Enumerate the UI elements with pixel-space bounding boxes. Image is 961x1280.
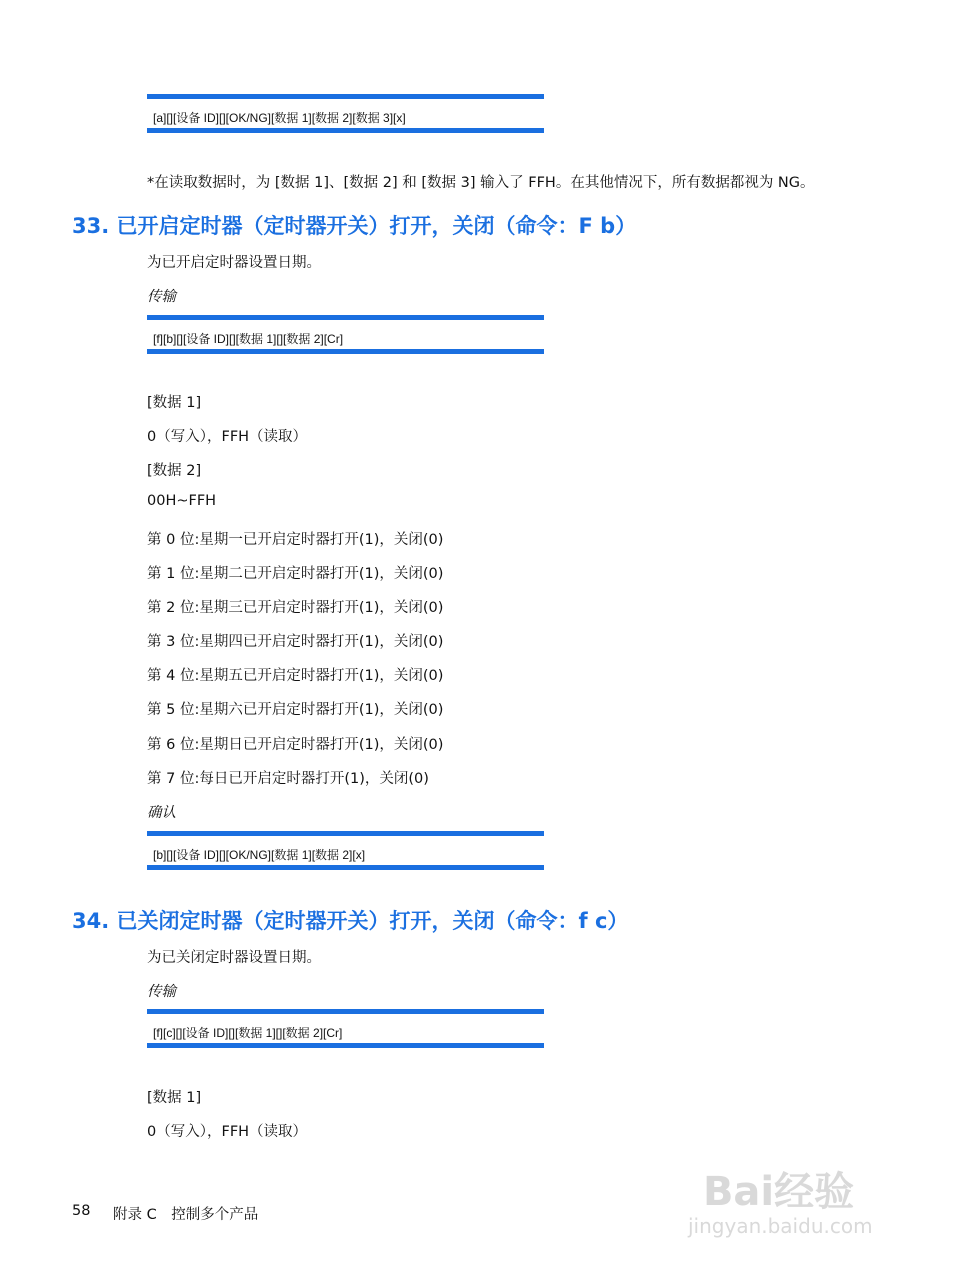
bit-line: 第 6 位:星期日已开启定时器打开(1)，关闭(0) (147, 737, 444, 753)
data2-range: 00H~FFH (147, 493, 217, 509)
code-text: [a][][设备 ID][][OK/NG][数据 1][数据 2][数据 3][x] (153, 111, 406, 125)
data1-label: [数据 1] (147, 1090, 202, 1106)
watermark-url: jingyan.baidu.com (688, 1214, 873, 1238)
data1-value: 0（写入），FFH（读取） (147, 429, 308, 445)
bit-line: 第 3 位:星期四已开启定时器打开(1)，关闭(0) (147, 634, 444, 650)
section-33-desc: 为已开启定时器设置日期。 (147, 255, 321, 271)
code-text: [f][b][][设备 ID][][数据 1][][数据 2][Cr] (153, 332, 344, 346)
code-text: [b][][设备 ID][][OK/NG][数据 1][数据 2][x] (153, 848, 366, 862)
code-box-transmit (147, 315, 544, 354)
page-number: 58 (72, 1203, 91, 1219)
bit-line: 第 1 位:星期二已开启定时器打开(1)，关闭(0) (147, 566, 444, 582)
section-34-heading: 34. 已关闭定时器（定时器开关）打开，关闭（命令：f c） (72, 909, 629, 933)
ack-label: 确认 (147, 805, 176, 821)
data1-value: 0（写入），FFH（读取） (147, 1124, 308, 1140)
bit-line: 第 2 位:星期三已开启定时器打开(1)，关闭(0) (147, 600, 444, 616)
section-34-desc: 为已关闭定时器设置日期。 (147, 950, 321, 966)
data2-label: [数据 2] (147, 463, 202, 479)
bit-line: 第 0 位:星期一已开启定时器打开(1)，关闭(0) (147, 532, 444, 548)
read-note: *在读取数据时，为 [数据 1]、[数据 2] 和 [数据 3] 输入了 FFH。在其他情况下，所有数据都视为 NG。 (147, 175, 815, 191)
section-33-heading: 33. 已开启定时器（定时器开关）打开，关闭（命令：F b） (72, 214, 637, 238)
code-box-response (147, 94, 544, 133)
data1-label: [数据 1] (147, 395, 202, 411)
code-box-ack (147, 831, 544, 870)
footer-section: 附录 C 控制多个产品 (113, 1207, 259, 1223)
watermark-logo: Bai经验 (702, 1169, 855, 1215)
code-box-transmit-2 (147, 1009, 544, 1048)
bit-line: 第 5 位:星期六已开启定时器打开(1)，关闭(0) (147, 702, 444, 718)
bit-line: 第 4 位:星期五已开启定时器打开(1)，关闭(0) (147, 668, 444, 684)
bit-line: 第 7 位:每日已开启定时器打开(1)，关闭(0) (147, 771, 429, 787)
transmit-label: 传输 (147, 289, 176, 305)
code-text: [f][c][][设备 ID][][数据 1][][数据 2][Cr] (153, 1026, 343, 1040)
transmit-label: 传输 (147, 984, 176, 1000)
